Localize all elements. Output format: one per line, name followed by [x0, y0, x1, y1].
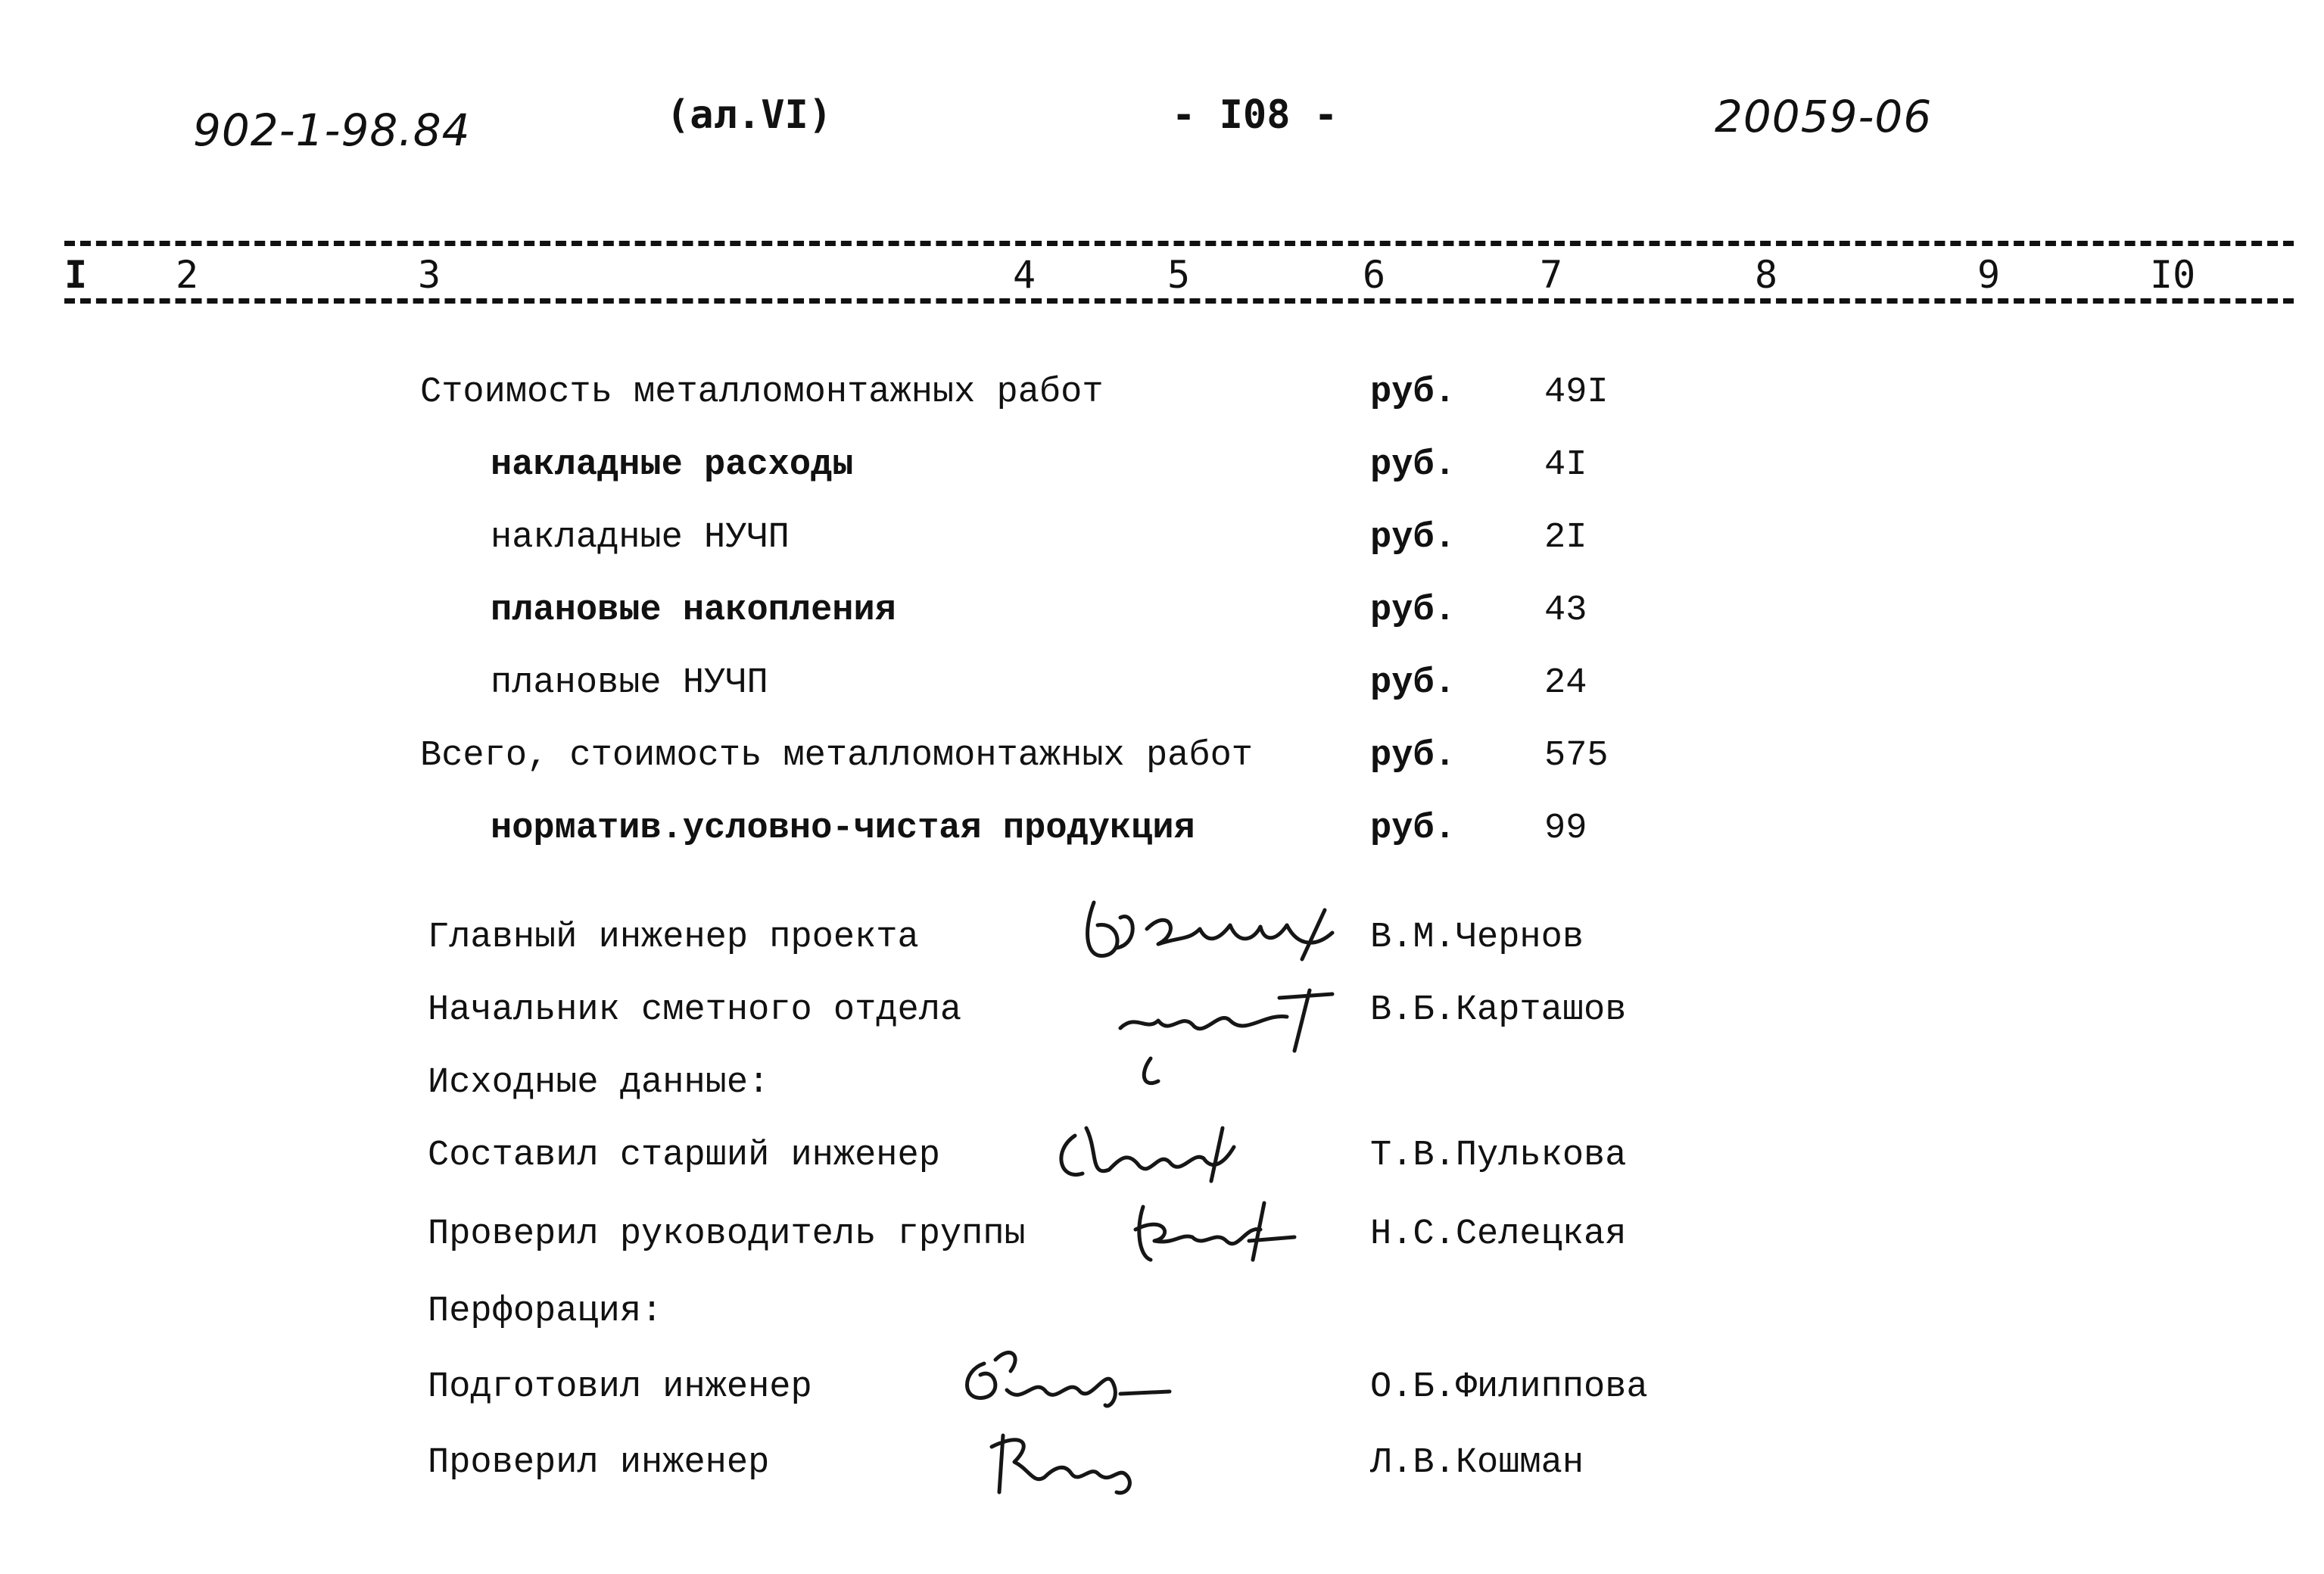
cost-label: накладные расходы [491, 445, 854, 485]
signer-role: Составил старший инженер [428, 1136, 940, 1176]
page-number: - I08 - [1172, 92, 1338, 138]
cost-row [0, 736, 2324, 809]
cost-unit: руб. [1370, 736, 1456, 776]
signature-row [0, 1214, 2324, 1290]
signer-name: Л.В.Кошман [1370, 1443, 1584, 1483]
cost-label: плановые НУЧП [491, 663, 768, 703]
document-number: 20059-06 [1715, 91, 1933, 142]
signature-row [0, 1443, 2324, 1519]
cost-label: Всего, стоимость металломонтажных работ [420, 736, 1253, 776]
signer-role: Проверил инженер [428, 1443, 770, 1483]
signer-name: Н.С.Селецкая [1370, 1214, 1627, 1255]
ruler-top-line [64, 241, 2294, 246]
signer-name: В.Б.Карташов [1370, 990, 1627, 1030]
ruler-bottom-line [64, 298, 2294, 304]
cost-unit: руб. [1370, 663, 1456, 703]
column-number: I0 [2150, 253, 2196, 297]
cost-row [0, 809, 2324, 881]
handwritten-signature [1120, 1184, 1302, 1275]
handwritten-signature [1045, 1105, 1272, 1196]
cost-unit: руб. [1370, 445, 1456, 485]
cost-unit: руб. [1370, 372, 1456, 413]
cost-unit: руб. [1370, 591, 1456, 631]
signer-name: В.М.Чернов [1370, 918, 1584, 958]
signer-name: О.Б.Филиппова [1370, 1367, 1648, 1407]
handwritten-signature [977, 1413, 1158, 1511]
column-number: 8 [1755, 253, 1778, 297]
signer-name: Т.В.Пулькова [1370, 1136, 1627, 1176]
column-number: 3 [418, 253, 441, 297]
signer-role: Главный инженер проекта [428, 918, 919, 958]
signer-role: Перфорация: [428, 1292, 663, 1332]
cost-row [0, 445, 2324, 518]
cost-unit: руб. [1370, 809, 1456, 849]
cost-row [0, 591, 2324, 663]
cost-value: 575 [1544, 736, 1609, 776]
cost-row [0, 663, 2324, 736]
cost-value: 2I [1544, 518, 1587, 558]
signer-role: Начальник сметного отдела [428, 990, 962, 1030]
cost-value: 4I [1544, 445, 1587, 485]
sheet-label: (ал.VI) [666, 92, 833, 138]
cost-label: Стоимость металломонтажных работ [420, 372, 1104, 413]
cost-row [0, 518, 2324, 591]
column-number: 9 [1977, 253, 2001, 297]
signer-role: Исходные данные: [428, 1063, 770, 1103]
column-number: 5 [1167, 253, 1191, 297]
column-number: 2 [176, 253, 199, 297]
signature-row [0, 990, 2324, 1066]
column-number: 4 [1013, 253, 1036, 297]
column-number: 6 [1363, 253, 1386, 297]
project-code: 902-1-98.84 [193, 104, 471, 156]
cost-label: норматив.условно-чистая продукция [491, 809, 1195, 849]
cost-unit: руб. [1370, 518, 1456, 558]
signer-role: Подготовил инженер [428, 1367, 812, 1407]
signer-role: Проверил руководитель группы [428, 1214, 1026, 1255]
cost-value: 99 [1544, 809, 1587, 849]
column-number: 7 [1540, 253, 1563, 297]
cost-row [0, 372, 2324, 445]
cost-label: накладные НУЧП [491, 518, 790, 558]
column-number: I [64, 253, 88, 297]
signature-row [0, 1367, 2324, 1443]
cost-label: плановые накопления [491, 591, 896, 631]
cost-value: 49I [1544, 372, 1609, 413]
cost-value: 24 [1544, 663, 1587, 703]
cost-value: 43 [1544, 591, 1587, 631]
